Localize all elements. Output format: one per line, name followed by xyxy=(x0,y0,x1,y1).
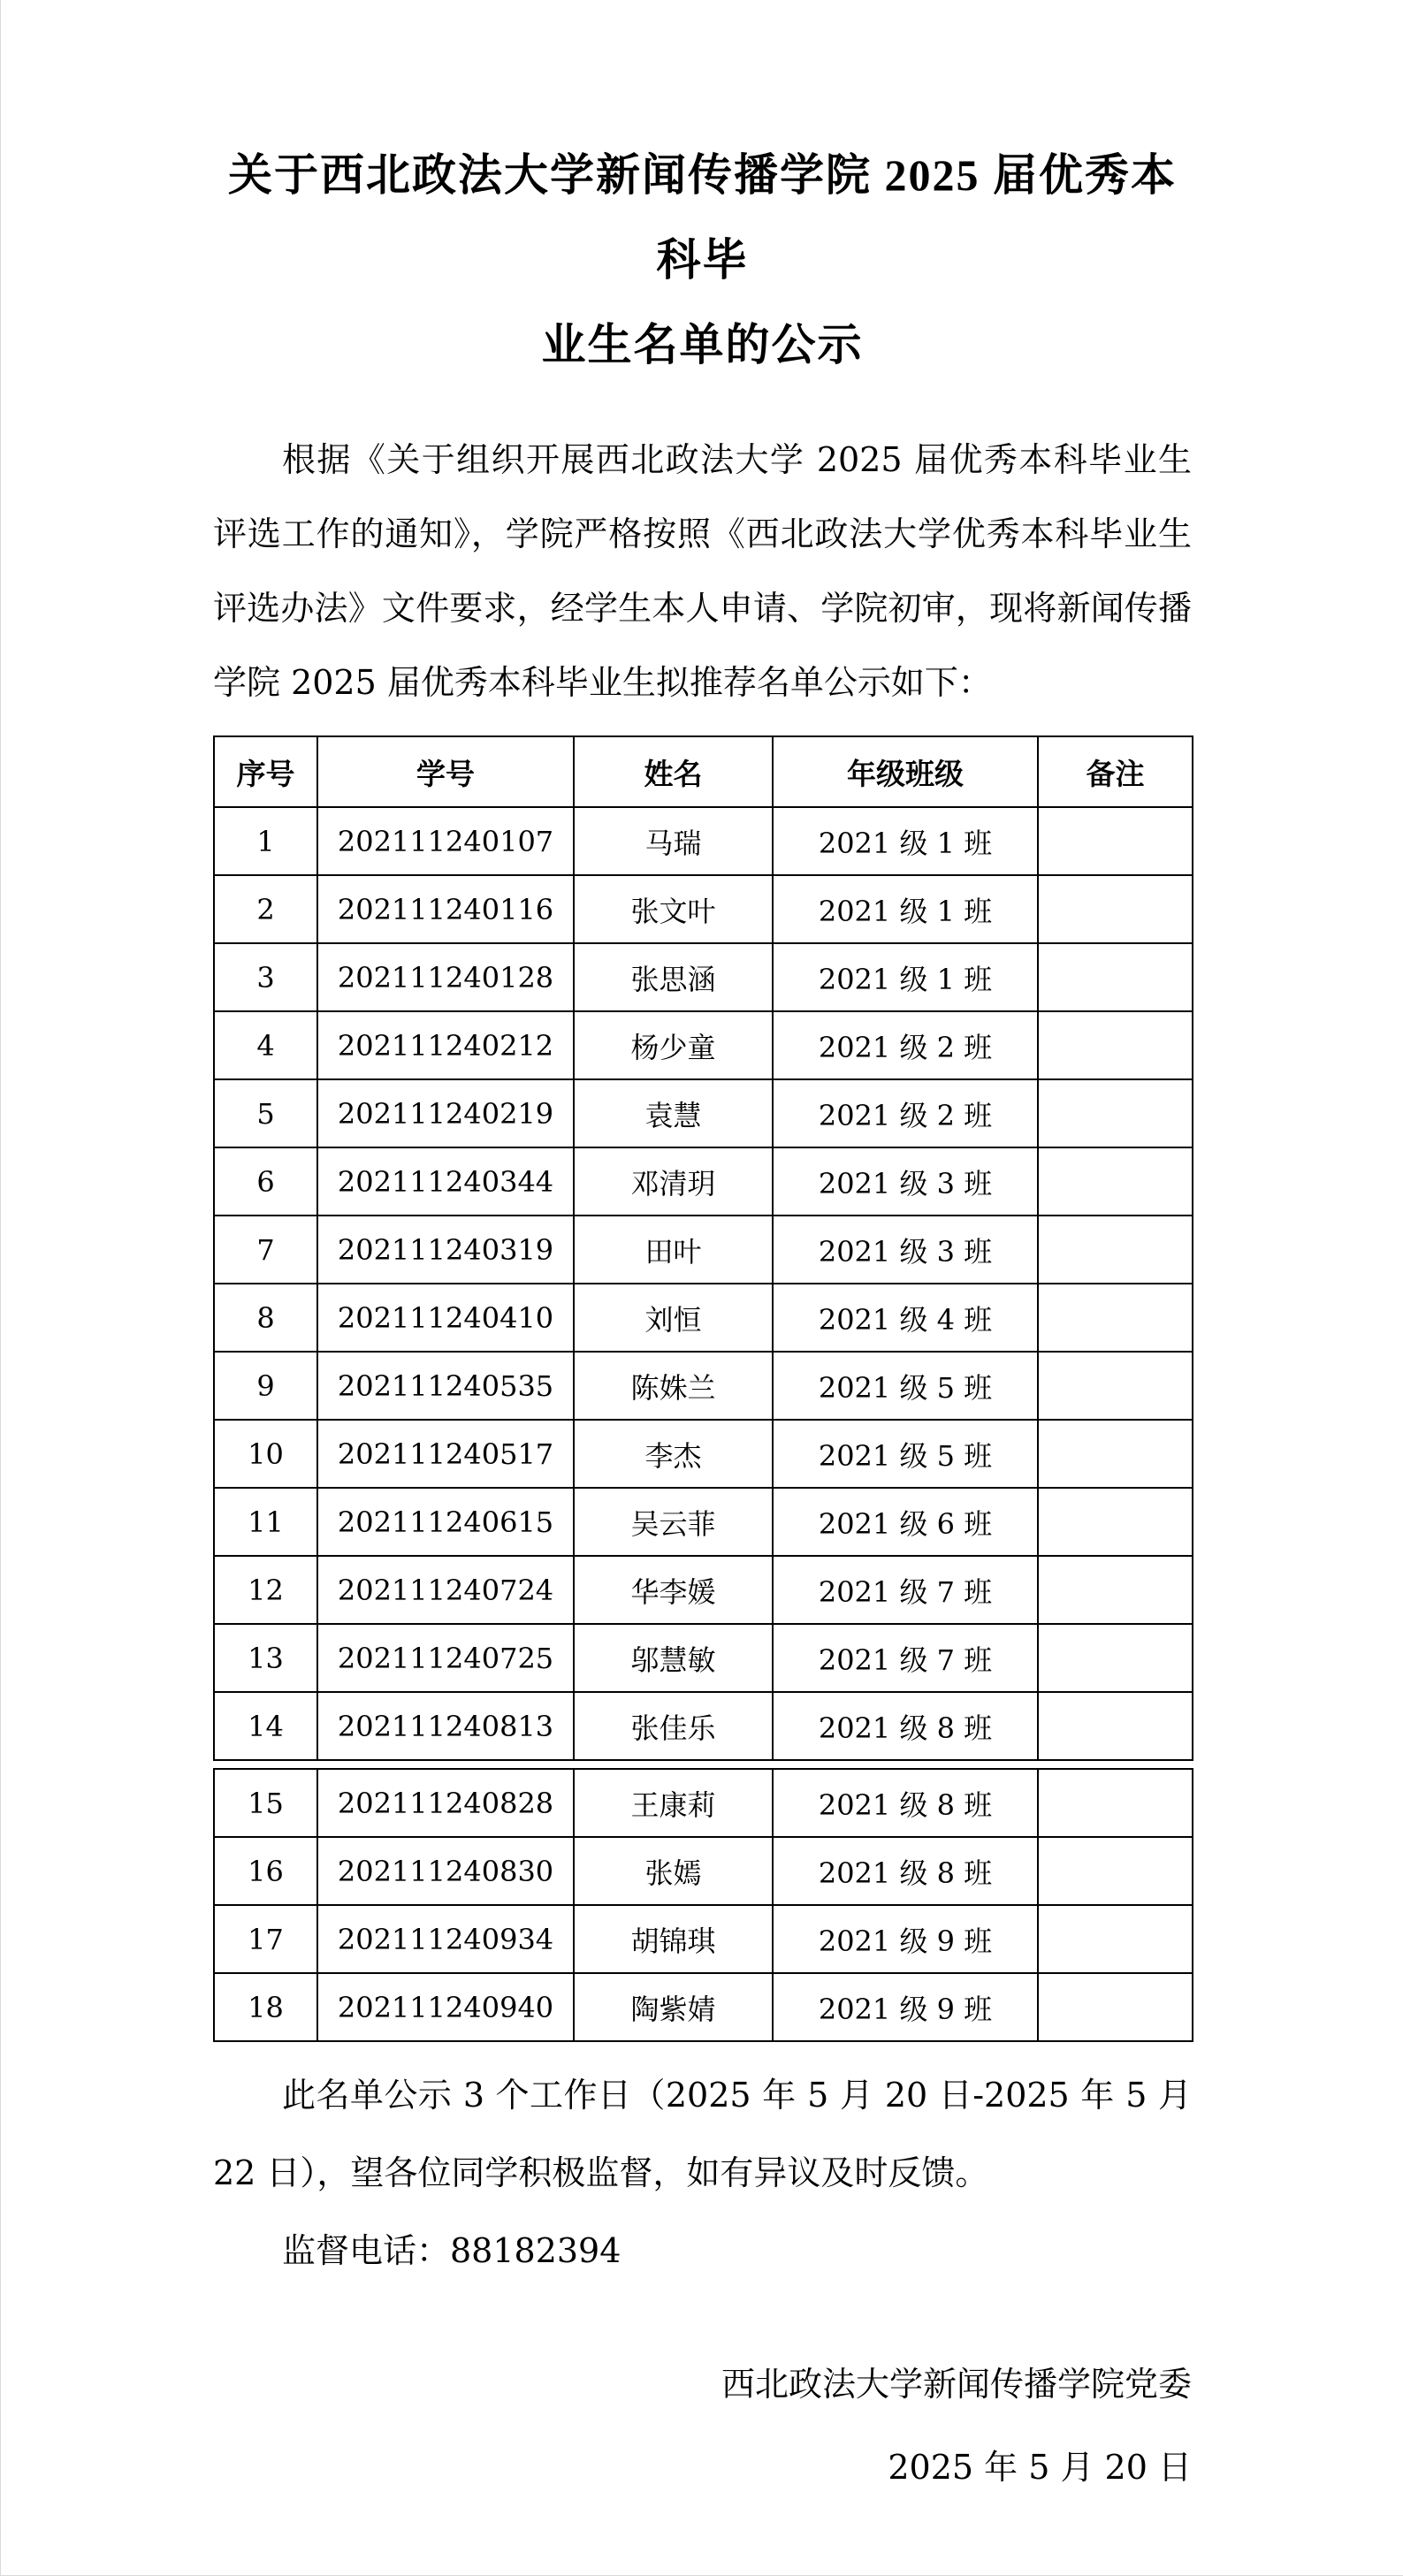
page-title xyxy=(213,133,1192,387)
cell-no: 1 xyxy=(214,807,317,875)
notice-paragraph: 此名单公示 3 个工作日（2025 年 5 月 20 日-2025 年 5 月 22 日），望各位同学积极监督，如有异议及时反馈。 xyxy=(213,2076,1192,2192)
cell-no: 8 xyxy=(214,1284,317,1352)
signature-date: 2025 年 5 月 20 日 xyxy=(888,2448,1192,2487)
cell-grade_class: 2021 级 9 班 xyxy=(773,1973,1038,2041)
cell-student_id: 202111240934 xyxy=(317,1905,574,1973)
cell-grade_class: 2021 级 6 班 xyxy=(773,1488,1038,1556)
cell-grade_class: 2021 级 4 班 xyxy=(773,1284,1038,1352)
cell-student_id: 202111240615 xyxy=(317,1488,574,1556)
page-title-line1: 关于西北政法大学新闻传播学院 2025 届优秀本科毕 xyxy=(228,150,1177,285)
column-header-id: 学号 xyxy=(317,736,574,807)
cell-grade_class: 2021 级 7 班 xyxy=(773,1624,1038,1692)
cell-grade_class: 2021 级 9 班 xyxy=(773,1905,1038,1973)
cell-no: 10 xyxy=(214,1420,317,1488)
document-content xyxy=(213,0,1192,2509)
cell-name: 王康莉 xyxy=(574,1769,773,1837)
cell-student_id: 202111240107 xyxy=(317,807,574,875)
cell-name: 田叶 xyxy=(574,1216,773,1284)
cell-student_id: 202111240410 xyxy=(317,1284,574,1352)
table-row xyxy=(214,1905,1193,1973)
table-row xyxy=(214,1420,1193,1488)
table-row xyxy=(214,1837,1193,1905)
cell-no: 15 xyxy=(214,1769,317,1837)
cell-name: 邬慧敏 xyxy=(574,1624,773,1692)
cell-student_id: 202111240828 xyxy=(317,1769,574,1837)
table-row xyxy=(214,1769,1193,1837)
roster-table-part-1 xyxy=(213,735,1193,1761)
cell-grade_class: 2021 级 3 班 xyxy=(773,1216,1038,1284)
cell-remark xyxy=(1038,1079,1193,1147)
table-header-row xyxy=(214,736,1193,807)
phone-line: 监督电话：88182394 xyxy=(282,2231,621,2270)
cell-remark xyxy=(1038,807,1193,875)
cell-no: 4 xyxy=(214,1011,317,1079)
roster-table-part-2 xyxy=(213,1768,1193,2042)
cell-no: 9 xyxy=(214,1352,317,1420)
cell-student_id: 202111240940 xyxy=(317,1973,574,2041)
cell-grade_class: 2021 级 8 班 xyxy=(773,1769,1038,1837)
cell-student_id: 202111240212 xyxy=(317,1011,574,1079)
cell-name: 袁慧 xyxy=(574,1079,773,1147)
column-header-no: 序号 xyxy=(214,736,317,807)
cell-name: 邓清玥 xyxy=(574,1147,773,1216)
table-row xyxy=(214,1216,1193,1284)
cell-name: 胡锦琪 xyxy=(574,1905,773,1973)
cell-grade_class: 2021 级 5 班 xyxy=(773,1420,1038,1488)
table-row xyxy=(214,1011,1193,1079)
cell-remark xyxy=(1038,1692,1193,1760)
cell-student_id: 202111240724 xyxy=(317,1556,574,1624)
table-row xyxy=(214,1692,1193,1760)
cell-name: 杨少童 xyxy=(574,1011,773,1079)
cell-remark xyxy=(1038,1147,1193,1216)
table-row xyxy=(214,1488,1193,1556)
cell-student_id: 202111240128 xyxy=(317,943,574,1011)
table-row xyxy=(214,1556,1193,1624)
table-row xyxy=(214,1284,1193,1352)
cell-remark xyxy=(1038,1488,1193,1556)
cell-student_id: 202111240813 xyxy=(317,1692,574,1760)
cell-grade_class: 2021 级 2 班 xyxy=(773,1011,1038,1079)
cell-grade_class: 2021 级 1 班 xyxy=(773,807,1038,875)
column-header-remark: 备注 xyxy=(1038,736,1193,807)
cell-grade_class: 2021 级 8 班 xyxy=(773,1837,1038,1905)
cell-no: 14 xyxy=(214,1692,317,1760)
table-row xyxy=(214,1079,1193,1147)
cell-grade_class: 2021 级 1 班 xyxy=(773,875,1038,943)
cell-remark xyxy=(1038,1837,1193,1905)
table-row xyxy=(214,1147,1193,1216)
cell-no: 6 xyxy=(214,1147,317,1216)
cell-remark xyxy=(1038,1216,1193,1284)
column-header-class: 年级班级 xyxy=(773,736,1038,807)
table-row xyxy=(214,807,1193,875)
cell-remark xyxy=(1038,1973,1193,2041)
cell-no: 2 xyxy=(214,875,317,943)
cell-name: 刘恒 xyxy=(574,1284,773,1352)
page-title-line2: 业生名单的公示 xyxy=(541,320,864,370)
cell-remark xyxy=(1038,1011,1193,1079)
signature-org: 西北政法大学新闻传播学院党委 xyxy=(721,2365,1192,2404)
table-row xyxy=(214,943,1193,1011)
cell-no: 5 xyxy=(214,1079,317,1147)
cell-remark xyxy=(1038,1284,1193,1352)
cell-grade_class: 2021 级 1 班 xyxy=(773,943,1038,1011)
cell-remark xyxy=(1038,1352,1193,1420)
cell-name: 华李媛 xyxy=(574,1556,773,1624)
cell-name: 张嫣 xyxy=(574,1837,773,1905)
cell-student_id: 202111240517 xyxy=(317,1420,574,1488)
cell-grade_class: 2021 级 5 班 xyxy=(773,1352,1038,1420)
cell-grade_class: 2021 级 3 班 xyxy=(773,1147,1038,1216)
table-row xyxy=(214,1624,1193,1692)
cell-remark xyxy=(1038,943,1193,1011)
cell-remark xyxy=(1038,1420,1193,1488)
cell-no: 11 xyxy=(214,1488,317,1556)
cell-name: 张文叶 xyxy=(574,875,773,943)
cell-no: 13 xyxy=(214,1624,317,1692)
cell-student_id: 202111240830 xyxy=(317,1837,574,1905)
cell-remark xyxy=(1038,1556,1193,1624)
cell-student_id: 202111240535 xyxy=(317,1352,574,1420)
cell-student_id: 202111240319 xyxy=(317,1216,574,1284)
table-row xyxy=(214,875,1193,943)
cell-name: 陈姝兰 xyxy=(574,1352,773,1420)
cell-grade_class: 2021 级 7 班 xyxy=(773,1556,1038,1624)
cell-name: 张佳乐 xyxy=(574,1692,773,1760)
cell-remark xyxy=(1038,1624,1193,1692)
cell-remark xyxy=(1038,1905,1193,1973)
cell-student_id: 202111240219 xyxy=(317,1079,574,1147)
cell-no: 12 xyxy=(214,1556,317,1624)
cell-name: 张思涵 xyxy=(574,943,773,1011)
table-row xyxy=(214,1973,1193,2041)
cell-no: 16 xyxy=(214,1837,317,1905)
intro-paragraph: 根据《关于组织开展西北政法大学 2025 届优秀本科毕业生评选工作的通知》，学院严格按照《西北政法大学优秀本科毕业生评选办法》文件要求，经学生本人申请、学院初审，现将新闻传播学院 2025 届优秀本科毕业生拟推荐名单公示如下： xyxy=(213,440,1192,702)
cell-grade_class: 2021 级 2 班 xyxy=(773,1079,1038,1147)
cell-name: 马瑞 xyxy=(574,807,773,875)
cell-no: 18 xyxy=(214,1973,317,2041)
table-row xyxy=(214,1352,1193,1420)
cell-no: 17 xyxy=(214,1905,317,1973)
cell-student_id: 202111240116 xyxy=(317,875,574,943)
cell-student_id: 202111240344 xyxy=(317,1147,574,1216)
cell-name: 李杰 xyxy=(574,1420,773,1488)
cell-remark xyxy=(1038,875,1193,943)
cell-grade_class: 2021 级 8 班 xyxy=(773,1692,1038,1760)
cell-no: 7 xyxy=(214,1216,317,1284)
cell-remark xyxy=(1038,1769,1193,1837)
cell-name: 陶紫婧 xyxy=(574,1973,773,2041)
signature-block xyxy=(213,2343,1192,2509)
column-header-name: 姓名 xyxy=(574,736,773,807)
cell-student_id: 202111240725 xyxy=(317,1624,574,1692)
cell-name: 吴云菲 xyxy=(574,1488,773,1556)
cell-no: 3 xyxy=(214,943,317,1011)
